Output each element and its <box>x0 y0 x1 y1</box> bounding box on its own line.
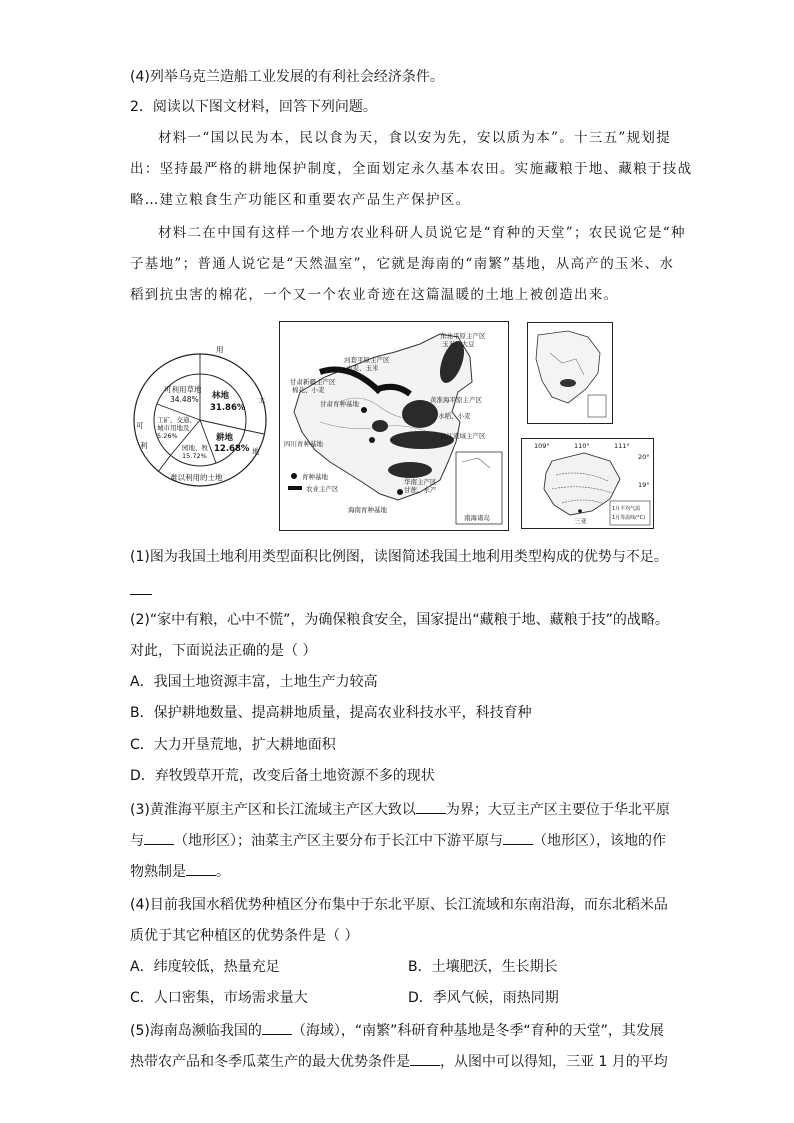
pie-label-industrial-2: 城市用地及 <box>157 424 190 432</box>
answer-blank[interactable] <box>186 861 216 876</box>
map-label-huanghuaihai: 黄淮海平原主产区 <box>430 396 482 404</box>
material-2-line-2: 子基地”；普通人说它是“天然温室”，它就是海南的“南繁”基地，从高产的玉米、水 <box>130 256 675 272</box>
question-2-2-line-2: 对此，下面说法正确的是（ ） <box>130 643 317 659</box>
map-crop-south-china: 甘蔗、水产 <box>404 486 437 494</box>
option-2-2-c[interactable]: C．大力开垦荒地，扩大耕地面积 <box>130 737 336 753</box>
hainan-temp-svg <box>522 439 653 528</box>
answer-blank[interactable] <box>503 830 533 845</box>
land-use-pie-svg <box>130 330 270 500</box>
material-2-line-3: 稻到抗虫害的棉花，一个又一个农业奇迹在这篇温暖的土地上被创造出来。 <box>130 287 619 303</box>
answer-blank[interactable] <box>262 1020 292 1035</box>
question-2-intro: 2．阅读以下图文材料，回答下列问题。 <box>130 99 377 115</box>
china-agriculture-map <box>279 321 509 531</box>
option-2-2-a[interactable]: A．我国土地资源丰富，土地生产力较高 <box>130 674 378 690</box>
map-crop-northeast: 玉米、大豆 <box>442 340 475 348</box>
question-2-3-line-1 <box>130 799 670 820</box>
question-2-5-line-2 <box>130 1051 668 1072</box>
hainan-locator-map <box>527 322 613 424</box>
q2-3-text: 为界；大豆主产区主要位于华北平原 <box>445 802 670 818</box>
pie-value-industrial: 5.26% <box>157 432 178 440</box>
deg-109: 109° <box>534 442 550 450</box>
map-label-south-sea: 南海诸岛 <box>464 514 490 522</box>
pie-outer-char: 可 <box>136 421 144 430</box>
question-2-5-line-1 <box>130 1020 664 1041</box>
material-1-line-1: 材料一“国以民为本，民以食为天，食以安为先，安以质为本”。十三五”规划提 <box>158 130 672 146</box>
pie-ring-label: 难以利用的土地 <box>170 473 223 482</box>
option-2-2-d[interactable]: D．弃牧毁草开荒，改变后备土地资源不多的现状 <box>130 768 435 784</box>
land-use-pie-figure <box>130 330 270 500</box>
option-2-4-c[interactable]: C．人口密集，市场需求量大 <box>130 990 308 1006</box>
hainan-legend-1: 1月平均气温 <box>612 506 641 512</box>
option-2-2-b[interactable]: B．保护耕地数量、提高耕地质量，提高农业科技水平，科技育种 <box>130 705 532 721</box>
q2-3-text: 与 <box>130 833 144 849</box>
q2-3-text: 物熟制是 <box>130 864 186 880</box>
pie-value-forest: 31.86% <box>210 403 246 413</box>
q2-5-text: （海域），“南繁”科研育种基地是冬季“育种的天堂”，其发展 <box>291 1023 664 1039</box>
question-2-3-line-3 <box>130 861 230 882</box>
map-label-hetao: 河套平原主产区 <box>344 356 390 364</box>
map-label-hainan-breeding: 海南育种基地 <box>348 506 387 514</box>
pie-value-garden: 15.72% <box>182 452 207 460</box>
china-map-svg <box>280 322 508 530</box>
option-2-4-a[interactable]: A．纬度较低，热量充足 <box>130 959 280 975</box>
pie-label-farmland: 耕地 <box>216 433 234 443</box>
map-legend-production: 农业主产区 <box>306 485 339 493</box>
pie-outer-char: 土 <box>258 395 266 404</box>
map-label-gansu-breeding: 甘肃育种基地 <box>320 400 359 408</box>
map-label-south-china: 华南主产区 <box>404 478 437 486</box>
pie-value-farmland: 12.68% <box>214 444 250 454</box>
map-label-northeast: 东北平原主产区 <box>440 332 486 340</box>
map-crop-hetao: 小麦、玉米 <box>346 364 379 372</box>
pie-label-forest: 林地 <box>212 391 230 401</box>
question-1-4: (4)列举乌克兰造船工业发展的有利社会经济条件。 <box>130 69 444 85</box>
pie-label-industrial: 工矿、交通、 <box>157 416 196 424</box>
q2-3-text: （地形区），该地的作 <box>533 833 666 849</box>
map-label-gansu-xinjiang: 甘肃新疆主产区 <box>290 378 336 386</box>
map-label-sichuan-breeding: 四川育种基地 <box>284 440 323 448</box>
pie-outer-char: 利 <box>140 441 148 450</box>
pie-outer-char: 用 <box>216 345 224 354</box>
q2-3-text: (3)黄淮海平原主产区和长江流域主产区大致以 <box>130 802 416 818</box>
pie-outer-char: 地 <box>252 447 260 456</box>
pie-label-grassland: 可利用草地 <box>164 385 202 394</box>
question-2-3-line-2 <box>130 830 666 851</box>
question-2-2-line-1: (2)“家中有粮，心中不慌”，为确保粮食安全，国家提出“藏粮于地、藏粮于技”的战略。 <box>130 612 669 628</box>
question-2-1: (1)图为我国土地利用类型面积比例图，读图简述我国土地利用类型构成的优势与不足。 <box>130 549 668 565</box>
map-crop-huanghuaihai: 水稻、小麦 <box>438 412 471 420</box>
answer-blank[interactable] <box>416 799 446 814</box>
q2-5-text: (5)海南岛濒临我国的 <box>130 1023 262 1039</box>
map-legend-breeding: 育种基地 <box>302 473 328 481</box>
deg-20: 20° <box>638 453 650 461</box>
material-2-line-1: 材料二在中国有这样一个地方农业科研人员说它是“育种的天堂”；农民说它是“种 <box>158 225 686 241</box>
q2-3-text: （地形区）；油菜主产区主要分布于长江中下游平原与 <box>174 833 503 849</box>
deg-111: 111° <box>614 442 630 450</box>
deg-110: 110° <box>574 442 590 450</box>
material-1-line-3: 略…建立粮食生产功能区和重要农产品生产保护区。 <box>130 192 471 208</box>
answer-blank[interactable] <box>144 830 174 845</box>
hainan-locator-svg <box>528 323 612 423</box>
answer-blank-2-1[interactable] <box>130 594 152 595</box>
answer-blank[interactable] <box>410 1051 440 1066</box>
question-2-4-line-2: 质优于其它种植区的优势条件是（ ） <box>130 928 359 944</box>
option-2-4-d[interactable]: D．季风气候，雨热同期 <box>408 990 559 1006</box>
hainan-city-sanya: 三亚 <box>574 517 587 525</box>
pie-label-garden: 园地、牧 <box>182 444 208 452</box>
map-label-yangtze: 长江流域主产区 <box>440 432 486 440</box>
material-1-line-2: 出：坚持最严格的耕地保护制度，全面划定永久基本农田。实施藏粮于地、藏粮于技战 <box>130 161 693 177</box>
q2-5-text: ，从图中可以得知，三亚 1 月的平均 <box>440 1054 668 1070</box>
q2-3-text: 。 <box>216 864 230 880</box>
pie-value-grassland: 34.48% <box>170 395 199 404</box>
question-2-4-line-1: (4)目前我国水稻优势种植区分布集中于东北平原、长江流域和东南沿海，而东北稻米品 <box>130 897 668 913</box>
hainan-temperature-map <box>521 438 654 529</box>
deg-19: 19° <box>638 481 650 489</box>
option-2-4-b[interactable]: B．土壤肥沃，生长期长 <box>408 959 558 975</box>
map-crop-gansu-xinjiang: 棉花、小麦 <box>292 386 325 394</box>
hainan-legend-2: 1月等温线(°C) <box>612 515 646 521</box>
q2-5-text: 热带农产品和冬季瓜菜生产的最大优势条件是 <box>130 1054 410 1070</box>
